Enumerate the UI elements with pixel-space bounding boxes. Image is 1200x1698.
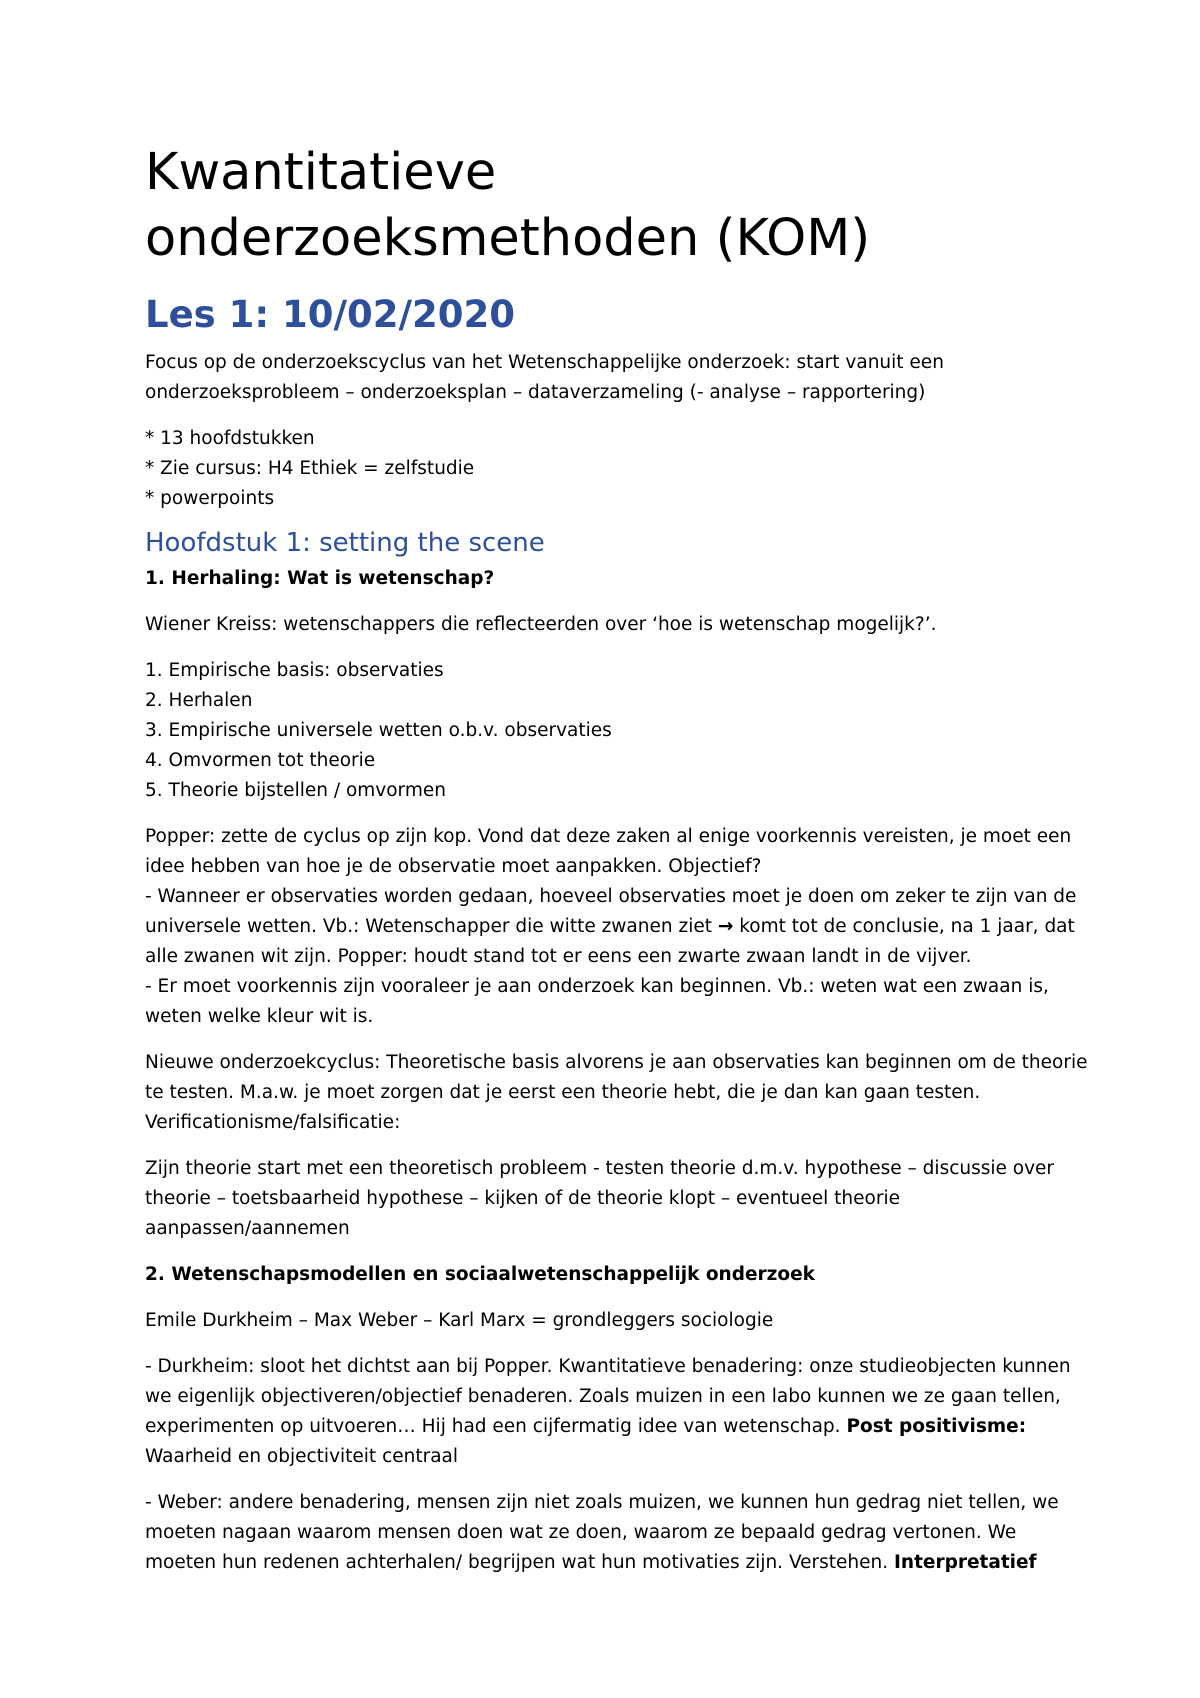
weber-paragraph — [145, 1488, 1065, 1578]
chapter-heading: Hoofdstuk 1: setting the scene — [145, 528, 545, 558]
nieuwe-line: Verificationisme/falsificatie: — [145, 1112, 401, 1133]
interpretatief-term: Interpretatief — [894, 1552, 1037, 1573]
step-item: 1. Empirische basis: observaties — [145, 660, 444, 681]
popper-line: - Wanneer er observaties worden gedaan, hoeveel observaties moet je doen om zeker te zijn van de — [145, 886, 1077, 907]
theorie-line: theorie – toetsbaarheid hypothese – kijken of de theorie klopt – eventueel theorie — [145, 1188, 900, 1209]
title-line-2: onderzoeksmethoden (KOM) — [145, 209, 871, 268]
step-item: 5. Theorie bijstellen / omvormen — [145, 780, 446, 801]
popper-line: - Er moet voorkennis zijn vooraleer je aan onderzoek kan beginnen. Vb.: weten wat een zwaan is, — [145, 976, 1049, 997]
step-item: 3. Empirische universele wetten o.b.v. observaties — [145, 720, 612, 741]
arrow-right-icon: → — [717, 916, 734, 937]
intro-line-1: Focus op de onderzoekscyclus van het Wetenschappelijke onderzoek: start vanuit een — [145, 352, 944, 373]
bullet-item: * powerpoints — [145, 488, 275, 509]
popper-line — [145, 912, 1075, 942]
popper-line: weten welke kleur wit is. — [145, 1006, 374, 1027]
nieuwe-line: te testen. M.a.w. je moet zorgen dat je eerst een theorie hebt, die je dan kan gaan testen. — [145, 1082, 981, 1103]
popper-line: Popper: zette de cyclus op zijn kop. Vond dat deze zaken al enige voorkennis vereisten, je moet een — [145, 826, 1072, 847]
nieuwe-line: Nieuwe onderzoekcyclus: Theoretische basis alvorens je aan observaties kan beginnen om de theorie — [145, 1052, 1088, 1073]
document-title — [145, 140, 1065, 272]
theorie-line: Zijn theorie start met een theoretisch probleem - testen theorie d.m.v. hypothese – discussie over — [145, 1158, 1055, 1179]
wiener-paragraph: Wiener Kreiss: wetenschappers die reflecteerden over ‘hoe is wetenschap mogelijk?’. — [145, 614, 937, 635]
step-item: 2. Herhalen — [145, 690, 253, 711]
step-item: 4. Omvormen tot theorie — [145, 750, 376, 771]
popper-line: idee hebben van hoe je de observatie moet aanpakken. Objectief? — [145, 856, 762, 877]
section-2-heading: 2. Wetenschapsmodellen en sociaalwetenschappelijk onderzoek — [145, 1264, 815, 1285]
post-positivisme-term: Post positivisme: — [846, 1416, 1027, 1437]
section-1-heading: 1. Herhaling: Wat is wetenschap? — [145, 568, 495, 589]
popper-line: alle zwanen wit zijn. Popper: houdt stand tot er eens een zwarte zwaan landt in de vijver. — [145, 946, 972, 967]
les-heading: Les 1: 10/02/2020 — [145, 293, 515, 336]
popper-paragraph — [145, 822, 1077, 1032]
weber-line: - Weber: andere benadering, mensen zijn niet zoals muizen, we kunnen hun gedrag niet tellen, we — [145, 1492, 1059, 1513]
popper-line-part: universele wetten. Vb.: Wetenschapper die witte zwanen ziet — [145, 916, 718, 937]
durkheim-paragraph — [145, 1352, 1071, 1472]
durkheim-line: we eigenlijk objectiveren/objectief benaderen. Zoals muizen in een labo kunnen we ze gaan tellen, — [145, 1386, 1061, 1407]
intro-paragraph — [145, 348, 1065, 408]
weber-line-part: moeten hun redenen achterhalen/ begrijpen wat hun motivaties zijn. Verstehen. — [145, 1552, 895, 1573]
intro-line-2: onderzoeksprobleem – onderzoeksplan – dataverzameling (- analyse – rapportering) — [145, 382, 926, 403]
nieuwe-cyclus-paragraph — [145, 1048, 1088, 1138]
durkheim-line: - Durkheim: sloot het dichtst aan bij Popper. Kwantitatieve benadering: onze studieobjecten kunnen — [145, 1356, 1071, 1377]
bullet-list — [145, 424, 1065, 514]
theorie-line: aanpassen/aannemen — [145, 1218, 350, 1239]
weber-line — [145, 1548, 1065, 1578]
durkheim-line: Waarheid en objectiviteit centraal — [145, 1446, 459, 1467]
title-line-1: Kwantitatieve — [145, 143, 497, 202]
bullet-item: * Zie cursus: H4 Ethiek = zelfstudie — [145, 458, 475, 479]
durkheim-line-part: experimenten op uitvoeren… Hij had een cijfermatig idee van wetenschap. — [145, 1416, 847, 1437]
durkheim-line — [145, 1412, 1065, 1442]
steps-list — [145, 656, 1065, 806]
founders-paragraph: Emile Durkheim – Max Weber – Karl Marx = grondleggers sociologie — [145, 1310, 774, 1331]
bullet-item: * 13 hoofdstukken — [145, 428, 315, 449]
document-page — [145, 140, 1088, 1578]
weber-line: moeten nagaan waarom mensen doen wat ze doen, waarom ze bepaald gedrag vertonen. We — [145, 1522, 1017, 1543]
popper-line-part: komt tot de conclusie, na 1 jaar, dat — [733, 916, 1075, 937]
theorie-paragraph — [145, 1154, 1065, 1244]
